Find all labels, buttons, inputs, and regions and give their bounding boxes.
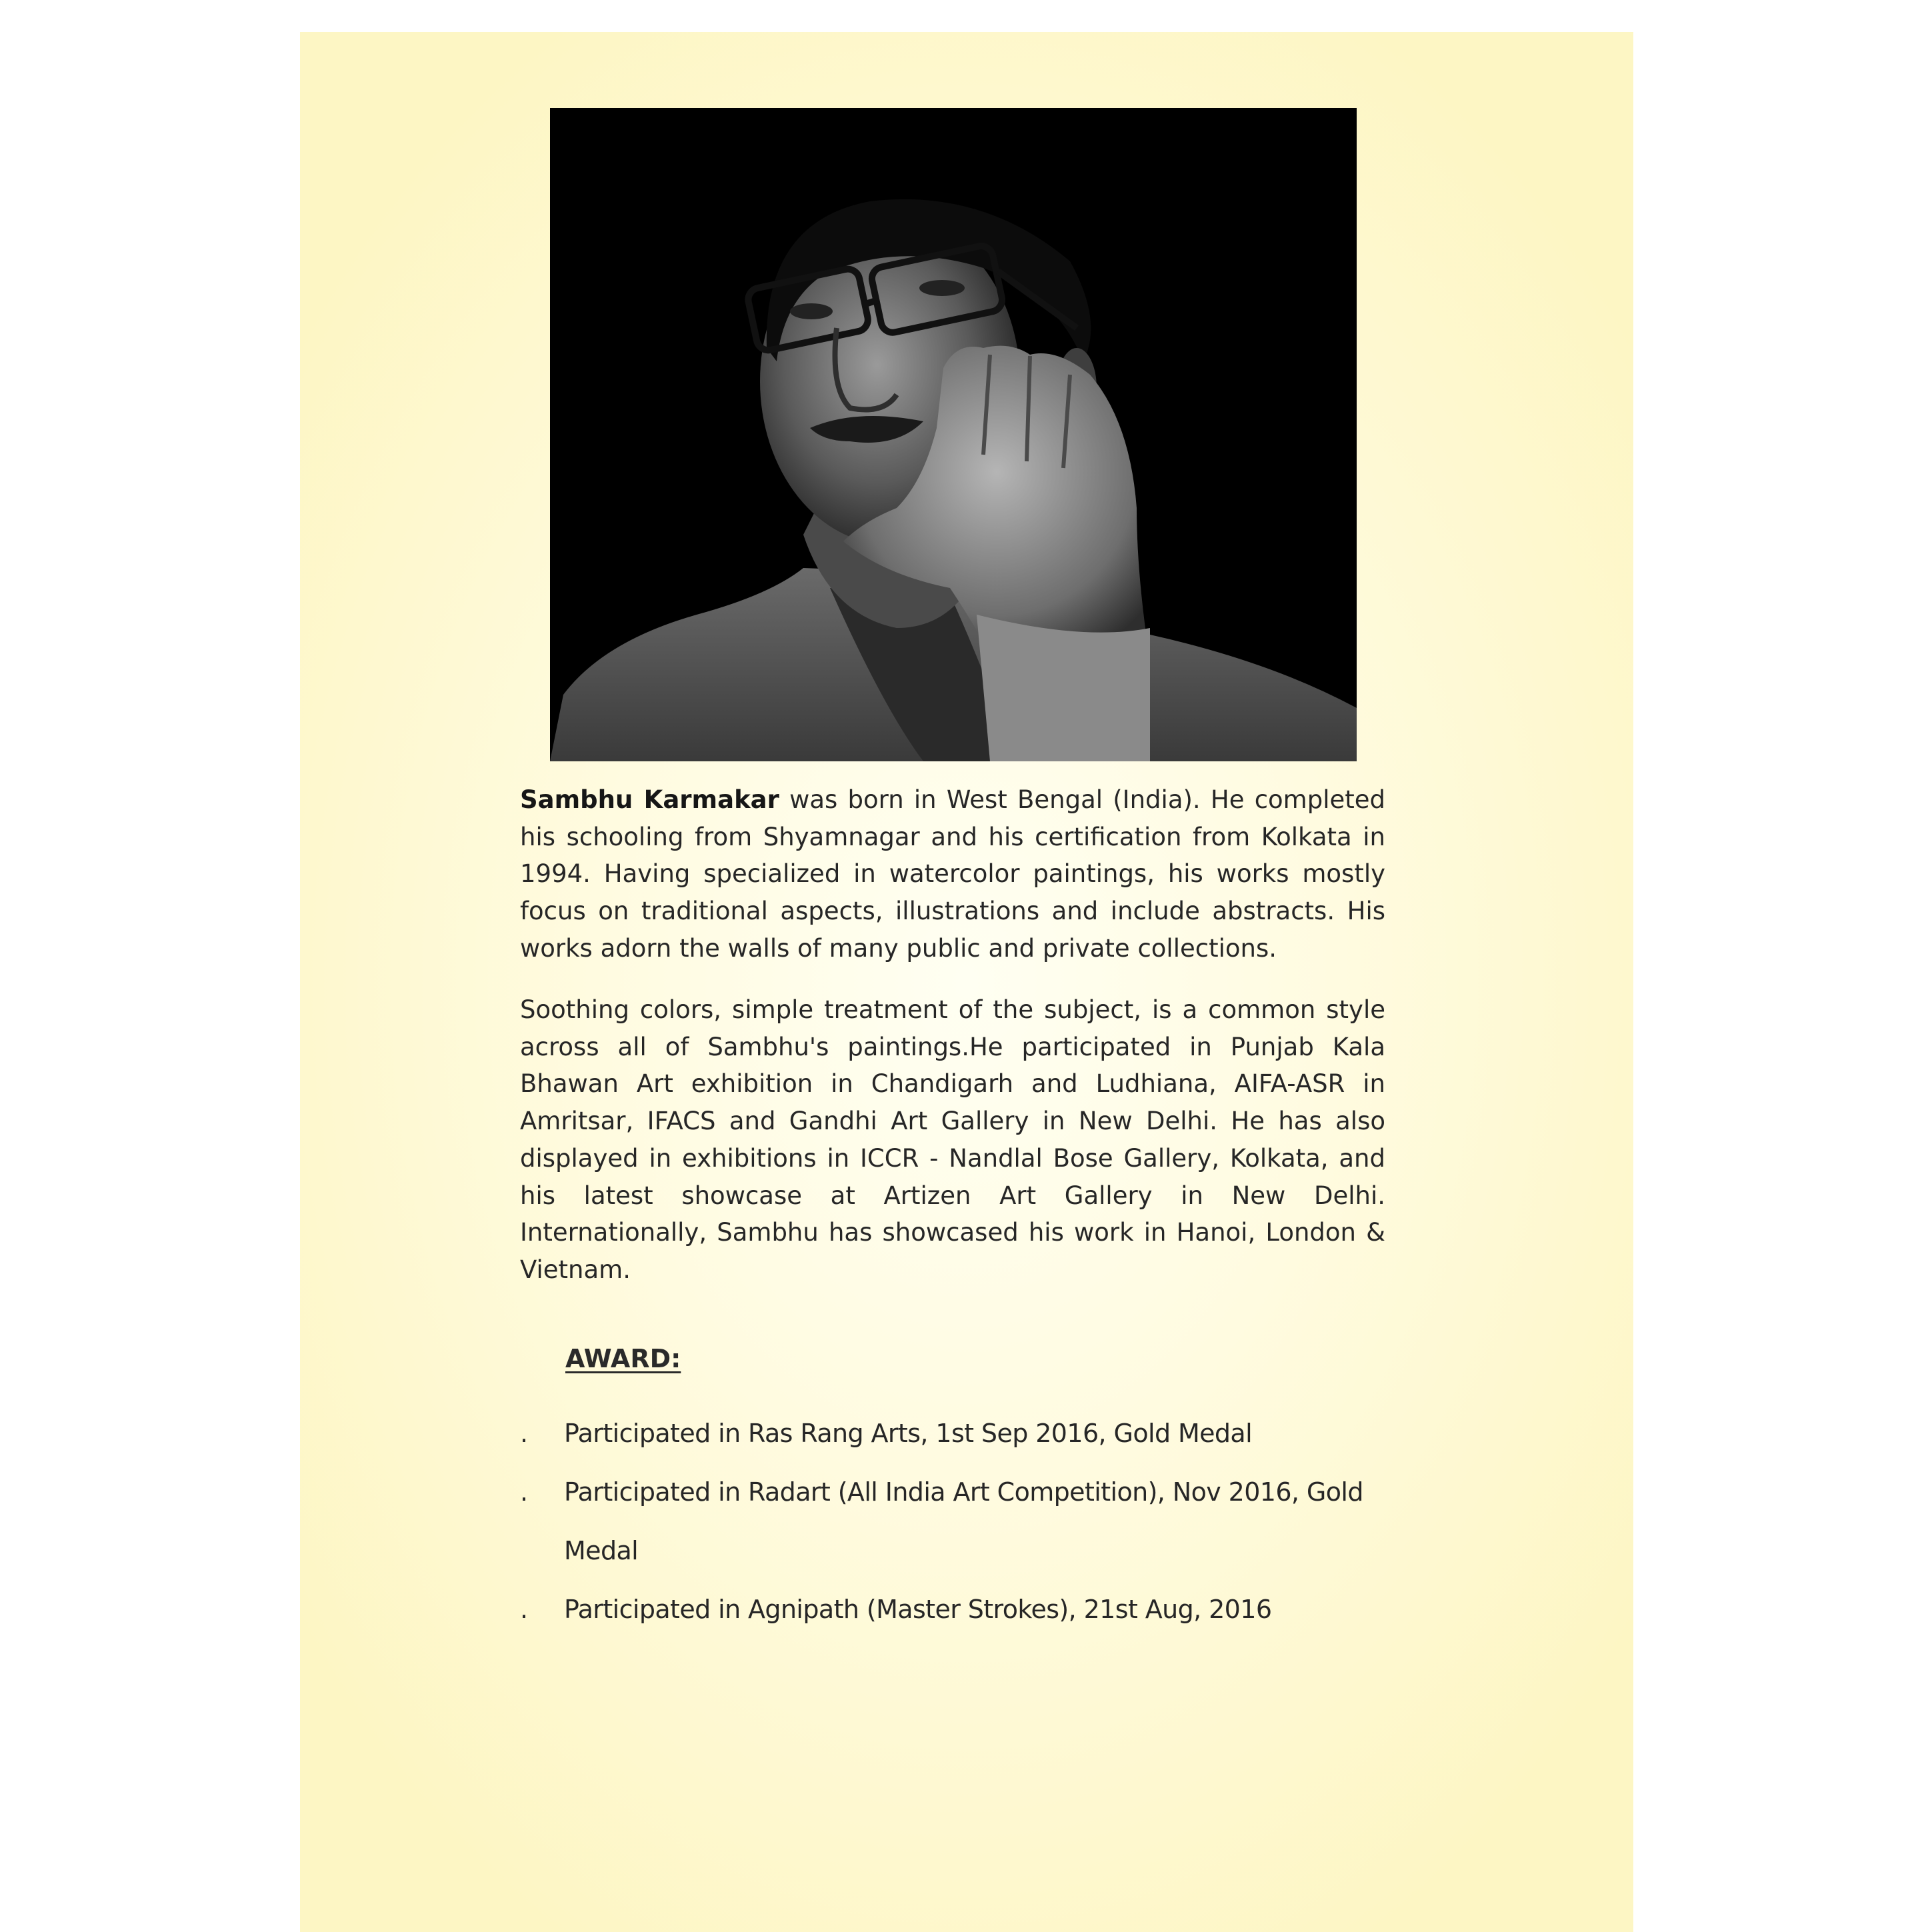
bullet: .	[520, 1477, 528, 1507]
award-list	[520, 1404, 1385, 1639]
award-item	[520, 1463, 1385, 1580]
award-item-text: Participated in Radart (All India Art Competition), Nov 2016, Gold Medal	[564, 1477, 1363, 1565]
bullet: .	[520, 1419, 528, 1448]
bio-paragraph-2: Soothing colors, simple treatment of the subject, is a common style across all of Sambhu's paintings.He participated in Punjab Kala Bhawan Art exhibition in Chandigarh and Ludhiana, AIFA-ASR in Amritsar, IFACS and Gandhi Art Gallery in New Delhi. He has also displayed in exhibitions in ICCR - Nandlal Bose Gallery, Kolkata, and his latest showcase at Artizen Art Gallery in New Delhi. Internationally, Sambhu has showcased his work in Hanoi, London & Vietnam.	[520, 995, 1385, 1284]
award-heading: AWARD:	[565, 1344, 681, 1373]
document-page	[300, 32, 1633, 1932]
artist-name: Sambhu Karmakar	[520, 785, 779, 814]
award-item-text: Participated in Ras Rang Arts, 1st Sep 2016, Gold Medal	[564, 1419, 1253, 1448]
bio-paragraph-1	[520, 781, 1385, 967]
bio-paragraph-1-text: was born in West Bengal (India). He completed his schooling from Shyamnagar and his certification from Kolkata in 1994. Having specialized in watercolor paintings, his works mostly focus on traditional aspects, illustrations and include abstracts. His works adorn the walls of many public and private collections.	[520, 785, 1385, 963]
bullet: .	[520, 1595, 528, 1624]
award-item	[520, 1404, 1385, 1463]
portrait-photo	[550, 108, 1357, 761]
award-item	[520, 1580, 1385, 1639]
award-item-text: Participated in Agnipath (Master Strokes), 21st Aug, 2016	[564, 1595, 1272, 1624]
